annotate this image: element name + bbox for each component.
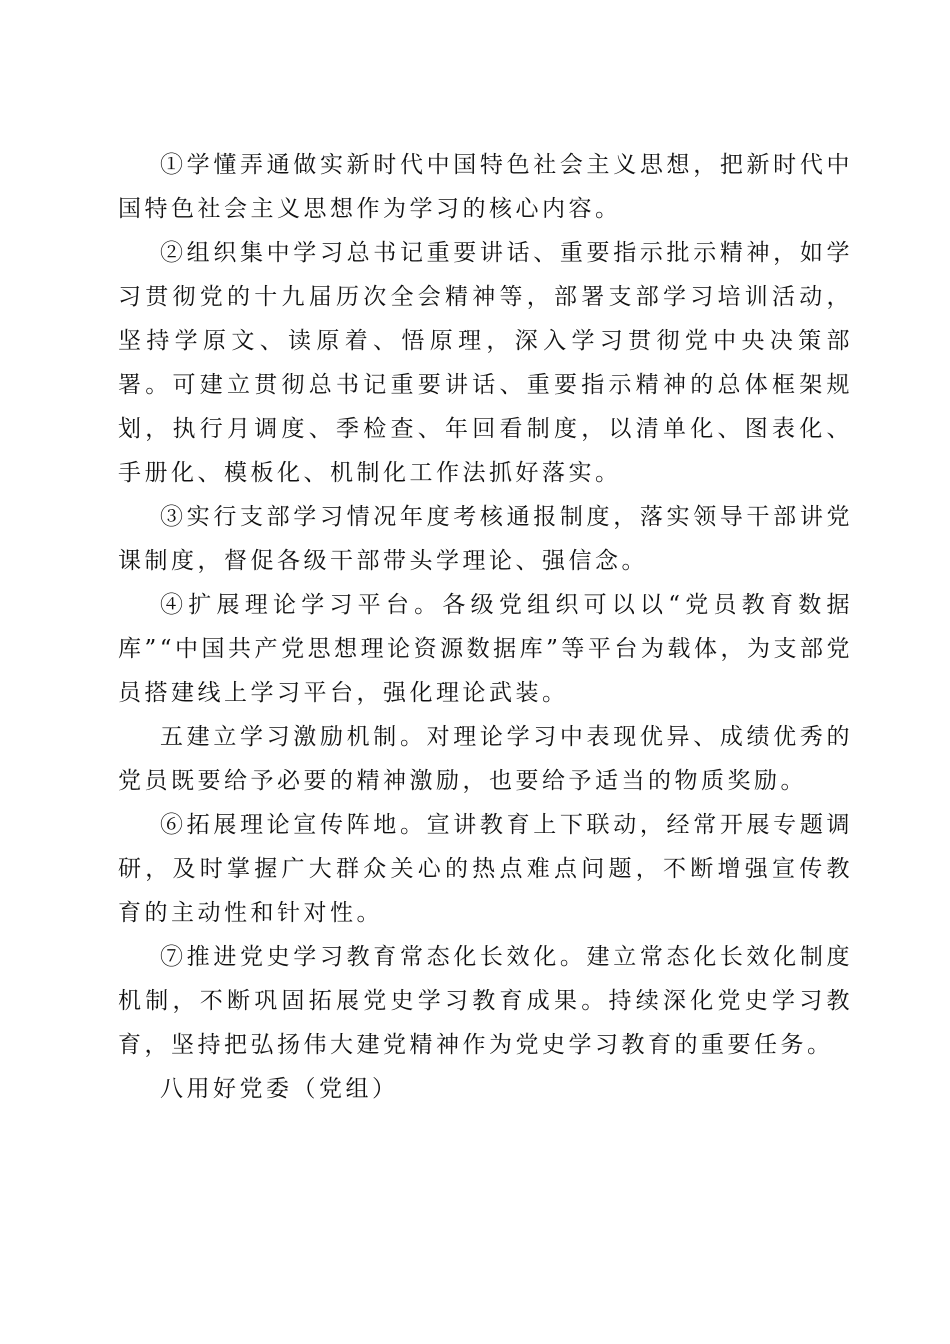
paragraph-item-5: 五建立学习激励机制。对理论学习中表现优异、成绩优秀的党员既要给予必要的精神激励，也要给予适当的物质奖励。 xyxy=(118,724,853,794)
paragraph-item-7: ⑦推进党史学习教育常态化长效化。建立常态化长效化制度机制，不断巩固拓展党史学习教育成果。持续深化党史学习教育，坚持把弘扬伟大建党精神作为党史学习教育的重要任务。 xyxy=(118,944,853,1058)
paragraph-item-2: ②组织集中学习总书记重要讲话、重要指示批示精神，如学习贯彻党的十九届历次全会精神等，部署支部学习培训活动，坚持学原文、读原着、悟原理，深入学习贯彻党中央决策部署。可建立贯彻总书记重要讲话、重要指示精神的总体框架规划，执行月调度、季检查、年回看制度，以清单化、图表化、手册化、模板化、机制化工作法抓好落实。 xyxy=(118,240,853,486)
document-body xyxy=(118,143,853,1111)
paragraph-item-6: ⑥拓展理论宣传阵地。宣讲教育上下联动，经常开展专题调研，及时掌握广大群众关心的热点难点问题，不断增强宣传教育的主动性和针对性。 xyxy=(118,812,853,926)
paragraph-item-4: ④扩展理论学习平台。各级党组织可以以“党员教育数据库”“中国共产党思想理论资源数据库”等平台为载体，为支部党员搭建线上学习平台，强化理论武装。 xyxy=(118,592,853,706)
paragraph-item-8: 八用好党委（党组） xyxy=(160,1076,399,1102)
paragraph-item-1: ①学懂弄通做实新时代中国特色社会主义思想，把新时代中国特色社会主义思想作为学习的核心内容。 xyxy=(118,152,853,222)
paragraph-item-3: ③实行支部学习情况年度考核通报制度，落实领导干部讲党课制度，督促各级干部带头学理论、强信念。 xyxy=(118,504,853,574)
